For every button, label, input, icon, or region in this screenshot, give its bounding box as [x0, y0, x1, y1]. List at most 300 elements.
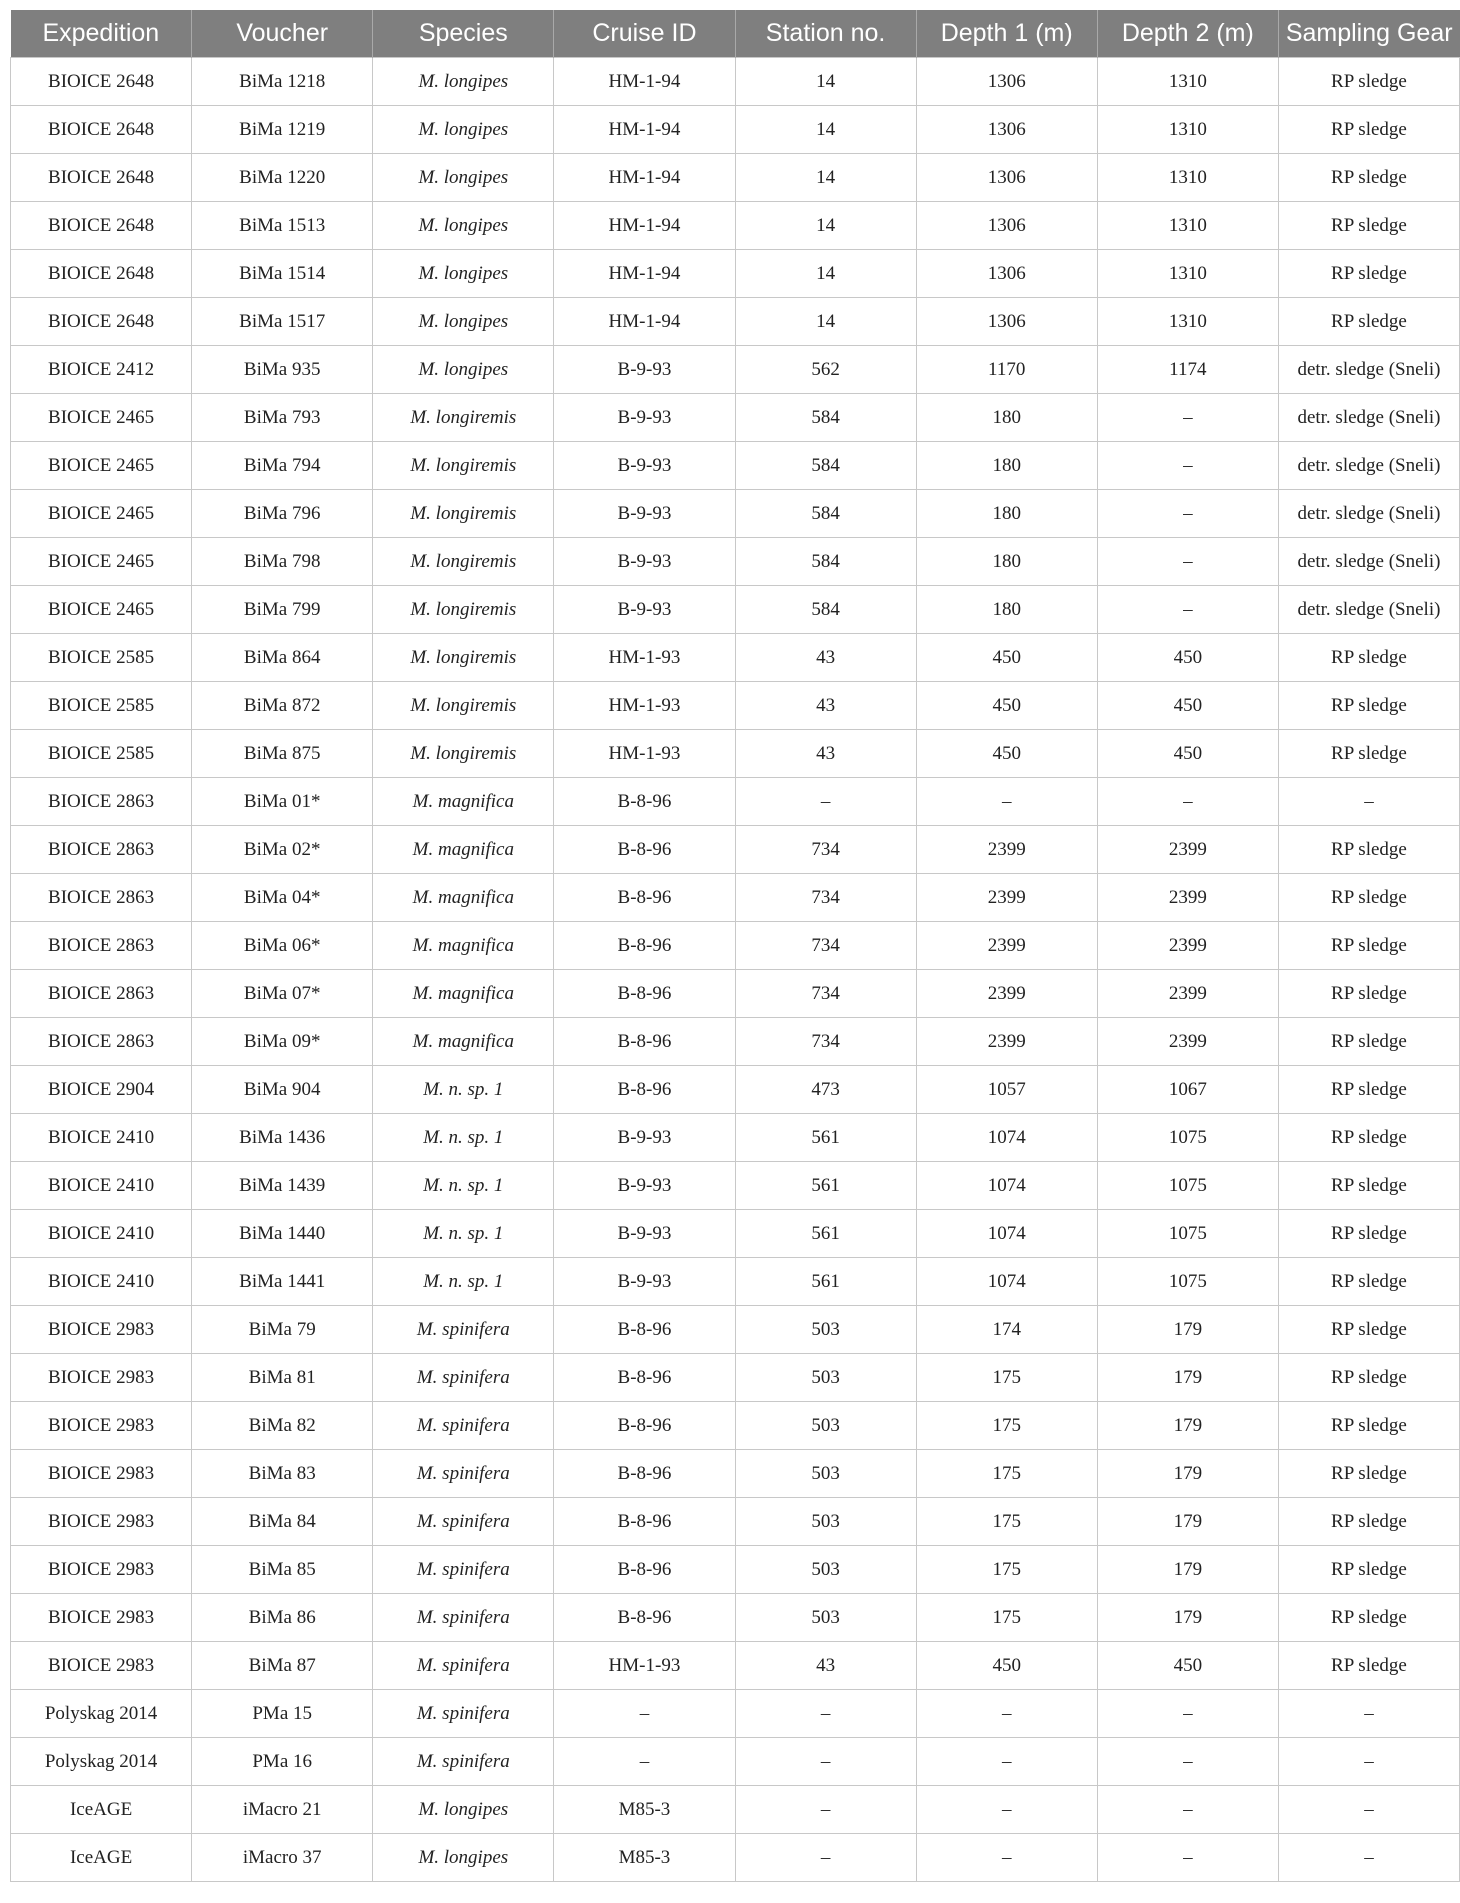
cell-station-no: 43: [735, 1642, 916, 1690]
cell-station-no: 14: [735, 202, 916, 250]
cell-depth-1: 2399: [916, 1018, 1097, 1066]
cell-expedition: BIOICE 2904: [11, 1066, 192, 1114]
cell-sampling-gear: RP sledge: [1278, 1450, 1459, 1498]
cell-depth-1: 450: [916, 634, 1097, 682]
cell-depth-1: 180: [916, 586, 1097, 634]
cell-expedition: Polyskag 2014: [11, 1690, 192, 1738]
cell-expedition: BIOICE 2983: [11, 1546, 192, 1594]
cell-expedition: BIOICE 2410: [11, 1162, 192, 1210]
table-row: [11, 1114, 1460, 1162]
cell-depth-2: 1075: [1097, 1114, 1278, 1162]
cell-voucher: BiMa 1440: [192, 1210, 373, 1258]
cell-expedition: BIOICE 2465: [11, 490, 192, 538]
cell-station-no: 503: [735, 1402, 916, 1450]
cell-species: M. longiremis: [373, 442, 554, 490]
cell-depth-1: 2399: [916, 922, 1097, 970]
cell-expedition: BIOICE 2983: [11, 1498, 192, 1546]
table-row: [11, 778, 1460, 826]
column-header-depth-1: Depth 1 (m): [916, 10, 1097, 58]
cell-depth-1: 174: [916, 1306, 1097, 1354]
cell-voucher: BiMa 1219: [192, 106, 373, 154]
cell-station-no: 561: [735, 1162, 916, 1210]
cell-cruise-id: –: [554, 1690, 735, 1738]
cell-depth-2: –: [1097, 778, 1278, 826]
cell-sampling-gear: –: [1278, 1738, 1459, 1786]
table-row: [11, 682, 1460, 730]
cell-cruise-id: B-8-96: [554, 970, 735, 1018]
cell-depth-2: 1310: [1097, 58, 1278, 106]
cell-expedition: IceAGE: [11, 1786, 192, 1834]
cell-species: M. longipes: [373, 202, 554, 250]
cell-cruise-id: B-9-93: [554, 346, 735, 394]
cell-sampling-gear: RP sledge: [1278, 1354, 1459, 1402]
cell-voucher: PMa 16: [192, 1738, 373, 1786]
cell-voucher: BiMa 1441: [192, 1258, 373, 1306]
cell-depth-2: 179: [1097, 1546, 1278, 1594]
cell-voucher: BiMa 85: [192, 1546, 373, 1594]
cell-voucher: BiMa 09*: [192, 1018, 373, 1066]
cell-sampling-gear: detr. sledge (Sneli): [1278, 442, 1459, 490]
cell-station-no: 43: [735, 682, 916, 730]
cell-depth-1: 175: [916, 1498, 1097, 1546]
cell-sampling-gear: RP sledge: [1278, 634, 1459, 682]
cell-voucher: BiMa 1218: [192, 58, 373, 106]
cell-species: M. n. sp. 1: [373, 1114, 554, 1162]
cell-depth-1: 2399: [916, 970, 1097, 1018]
column-header-voucher: Voucher: [192, 10, 373, 58]
cell-cruise-id: HM-1-93: [554, 730, 735, 778]
cell-expedition: BIOICE 2410: [11, 1210, 192, 1258]
cell-expedition: BIOICE 2863: [11, 778, 192, 826]
table-row: [11, 1450, 1460, 1498]
cell-expedition: BIOICE 2863: [11, 874, 192, 922]
cell-depth-1: 2399: [916, 826, 1097, 874]
cell-voucher: BiMa 02*: [192, 826, 373, 874]
cell-station-no: 734: [735, 922, 916, 970]
cell-sampling-gear: –: [1278, 1690, 1459, 1738]
cell-depth-1: –: [916, 1834, 1097, 1882]
cell-depth-2: 1310: [1097, 298, 1278, 346]
table-row: [11, 1354, 1460, 1402]
table-row: [11, 1642, 1460, 1690]
cell-expedition: BIOICE 2983: [11, 1354, 192, 1402]
cell-depth-2: 1075: [1097, 1210, 1278, 1258]
cell-depth-2: 179: [1097, 1306, 1278, 1354]
cell-species: M. longipes: [373, 106, 554, 154]
cell-species: M. magnifica: [373, 826, 554, 874]
cell-station-no: 561: [735, 1210, 916, 1258]
cell-station-no: –: [735, 778, 916, 826]
table-row: [11, 1690, 1460, 1738]
cell-sampling-gear: detr. sledge (Sneli): [1278, 538, 1459, 586]
specimen-table: [10, 10, 1460, 1882]
cell-station-no: 14: [735, 154, 916, 202]
cell-cruise-id: B-9-93: [554, 394, 735, 442]
cell-station-no: 503: [735, 1594, 916, 1642]
cell-station-no: 561: [735, 1258, 916, 1306]
cell-depth-1: 175: [916, 1402, 1097, 1450]
cell-voucher: BiMa 1436: [192, 1114, 373, 1162]
cell-sampling-gear: RP sledge: [1278, 154, 1459, 202]
cell-depth-1: –: [916, 1690, 1097, 1738]
cell-voucher: BiMa 81: [192, 1354, 373, 1402]
cell-depth-2: 2399: [1097, 970, 1278, 1018]
table-row: [11, 1498, 1460, 1546]
cell-depth-2: –: [1097, 1690, 1278, 1738]
cell-station-no: 503: [735, 1354, 916, 1402]
table-row: [11, 58, 1460, 106]
cell-sampling-gear: RP sledge: [1278, 1498, 1459, 1546]
cell-sampling-gear: RP sledge: [1278, 250, 1459, 298]
cell-sampling-gear: detr. sledge (Sneli): [1278, 394, 1459, 442]
table-row: [11, 826, 1460, 874]
table-row: [11, 442, 1460, 490]
cell-depth-2: –: [1097, 490, 1278, 538]
cell-depth-1: –: [916, 1738, 1097, 1786]
cell-voucher: BiMa 82: [192, 1402, 373, 1450]
cell-expedition: BIOICE 2585: [11, 730, 192, 778]
cell-species: M. longipes: [373, 1786, 554, 1834]
cell-depth-1: 1074: [916, 1114, 1097, 1162]
cell-depth-1: 1306: [916, 202, 1097, 250]
cell-station-no: 503: [735, 1546, 916, 1594]
cell-station-no: 14: [735, 250, 916, 298]
cell-species: M. spinifera: [373, 1690, 554, 1738]
table-row: [11, 250, 1460, 298]
cell-species: M. longiremis: [373, 538, 554, 586]
cell-station-no: –: [735, 1690, 916, 1738]
cell-voucher: BiMa 87: [192, 1642, 373, 1690]
cell-depth-2: 179: [1097, 1498, 1278, 1546]
cell-species: M. longiremis: [373, 586, 554, 634]
cell-cruise-id: B-8-96: [554, 1546, 735, 1594]
cell-depth-2: 2399: [1097, 922, 1278, 970]
cell-expedition: BIOICE 2863: [11, 1018, 192, 1066]
table-row: [11, 1546, 1460, 1594]
cell-cruise-id: B-9-93: [554, 1258, 735, 1306]
cell-depth-2: 450: [1097, 1642, 1278, 1690]
table-row: [11, 1402, 1460, 1450]
cell-expedition: BIOICE 2863: [11, 826, 192, 874]
cell-depth-1: –: [916, 1786, 1097, 1834]
cell-voucher: BiMa 875: [192, 730, 373, 778]
cell-sampling-gear: RP sledge: [1278, 106, 1459, 154]
cell-species: M. spinifera: [373, 1354, 554, 1402]
cell-cruise-id: B-9-93: [554, 1162, 735, 1210]
cell-expedition: BIOICE 2983: [11, 1594, 192, 1642]
cell-depth-2: 1075: [1097, 1162, 1278, 1210]
cell-cruise-id: B-9-93: [554, 442, 735, 490]
cell-station-no: 14: [735, 58, 916, 106]
cell-species: M. magnifica: [373, 778, 554, 826]
cell-depth-1: 1306: [916, 250, 1097, 298]
cell-expedition: BIOICE 2863: [11, 970, 192, 1018]
cell-species: M. longipes: [373, 298, 554, 346]
cell-depth-1: 1074: [916, 1162, 1097, 1210]
cell-depth-2: 1174: [1097, 346, 1278, 394]
cell-species: M. longiremis: [373, 682, 554, 730]
cell-station-no: 14: [735, 106, 916, 154]
cell-depth-1: 450: [916, 1642, 1097, 1690]
cell-voucher: BiMa 872: [192, 682, 373, 730]
cell-cruise-id: HM-1-94: [554, 202, 735, 250]
table-row: [11, 1786, 1460, 1834]
cell-species: M. longipes: [373, 154, 554, 202]
cell-voucher: BiMa 794: [192, 442, 373, 490]
cell-species: M. longiremis: [373, 394, 554, 442]
cell-depth-1: 175: [916, 1546, 1097, 1594]
cell-voucher: BiMa 79: [192, 1306, 373, 1354]
cell-depth-1: –: [916, 778, 1097, 826]
cell-cruise-id: B-9-93: [554, 1114, 735, 1162]
cell-voucher: BiMa 1439: [192, 1162, 373, 1210]
table-row: [11, 874, 1460, 922]
cell-cruise-id: B-8-96: [554, 1018, 735, 1066]
cell-depth-2: 2399: [1097, 826, 1278, 874]
cell-depth-2: 2399: [1097, 874, 1278, 922]
cell-expedition: BIOICE 2410: [11, 1258, 192, 1306]
cell-species: M. spinifera: [373, 1402, 554, 1450]
cell-species: M. spinifera: [373, 1546, 554, 1594]
cell-expedition: BIOICE 2465: [11, 394, 192, 442]
cell-depth-1: 1170: [916, 346, 1097, 394]
cell-station-no: 43: [735, 730, 916, 778]
table-row: [11, 538, 1460, 586]
cell-sampling-gear: RP sledge: [1278, 1594, 1459, 1642]
cell-cruise-id: B-8-96: [554, 874, 735, 922]
cell-expedition: Polyskag 2014: [11, 1738, 192, 1786]
cell-sampling-gear: RP sledge: [1278, 682, 1459, 730]
column-header-depth-2: Depth 2 (m): [1097, 10, 1278, 58]
cell-depth-1: 450: [916, 682, 1097, 730]
cell-sampling-gear: detr. sledge (Sneli): [1278, 490, 1459, 538]
cell-depth-1: 1306: [916, 106, 1097, 154]
specimen-table-container: [10, 10, 1460, 1882]
cell-sampling-gear: RP sledge: [1278, 298, 1459, 346]
cell-depth-1: 1306: [916, 154, 1097, 202]
cell-depth-2: 1075: [1097, 1258, 1278, 1306]
cell-sampling-gear: RP sledge: [1278, 1642, 1459, 1690]
cell-expedition: BIOICE 2410: [11, 1114, 192, 1162]
cell-cruise-id: B-8-96: [554, 1402, 735, 1450]
column-header-expedition: Expedition: [11, 10, 192, 58]
cell-species: M. longipes: [373, 250, 554, 298]
cell-expedition: BIOICE 2648: [11, 106, 192, 154]
cell-sampling-gear: –: [1278, 1834, 1459, 1882]
cell-depth-1: 175: [916, 1450, 1097, 1498]
cell-sampling-gear: RP sledge: [1278, 1018, 1459, 1066]
cell-cruise-id: B-9-93: [554, 538, 735, 586]
cell-depth-2: 179: [1097, 1402, 1278, 1450]
cell-cruise-id: B-9-93: [554, 490, 735, 538]
cell-cruise-id: B-8-96: [554, 1066, 735, 1114]
cell-station-no: –: [735, 1738, 916, 1786]
cell-species: M. magnifica: [373, 874, 554, 922]
cell-voucher: BiMa 864: [192, 634, 373, 682]
cell-depth-2: 1310: [1097, 250, 1278, 298]
cell-station-no: 734: [735, 826, 916, 874]
cell-sampling-gear: RP sledge: [1278, 922, 1459, 970]
cell-expedition: BIOICE 2465: [11, 586, 192, 634]
cell-species: M. n. sp. 1: [373, 1162, 554, 1210]
cell-station-no: –: [735, 1834, 916, 1882]
cell-depth-1: 180: [916, 394, 1097, 442]
cell-sampling-gear: RP sledge: [1278, 1258, 1459, 1306]
cell-voucher: BiMa 06*: [192, 922, 373, 970]
cell-station-no: 584: [735, 538, 916, 586]
cell-sampling-gear: –: [1278, 778, 1459, 826]
cell-cruise-id: B-8-96: [554, 778, 735, 826]
cell-depth-2: 1310: [1097, 202, 1278, 250]
cell-station-no: 734: [735, 874, 916, 922]
cell-expedition: BIOICE 2983: [11, 1402, 192, 1450]
cell-station-no: 734: [735, 1018, 916, 1066]
cell-sampling-gear: RP sledge: [1278, 1402, 1459, 1450]
cell-voucher: BiMa 83: [192, 1450, 373, 1498]
cell-expedition: BIOICE 2983: [11, 1450, 192, 1498]
column-header-cruise-id: Cruise ID: [554, 10, 735, 58]
cell-expedition: BIOICE 2648: [11, 154, 192, 202]
table-row: [11, 1834, 1460, 1882]
cell-depth-1: 1074: [916, 1210, 1097, 1258]
cell-depth-1: 180: [916, 538, 1097, 586]
cell-depth-2: 179: [1097, 1450, 1278, 1498]
cell-voucher: BiMa 793: [192, 394, 373, 442]
cell-expedition: BIOICE 2648: [11, 202, 192, 250]
cell-depth-2: –: [1097, 1738, 1278, 1786]
cell-expedition: BIOICE 2863: [11, 922, 192, 970]
cell-station-no: 43: [735, 634, 916, 682]
cell-depth-2: 450: [1097, 730, 1278, 778]
cell-cruise-id: B-8-96: [554, 1450, 735, 1498]
cell-sampling-gear: RP sledge: [1278, 58, 1459, 106]
cell-cruise-id: –: [554, 1738, 735, 1786]
cell-expedition: BIOICE 2585: [11, 634, 192, 682]
cell-cruise-id: M85-3: [554, 1786, 735, 1834]
cell-sampling-gear: RP sledge: [1278, 1546, 1459, 1594]
table-row: [11, 394, 1460, 442]
cell-depth-2: 179: [1097, 1354, 1278, 1402]
cell-species: M. magnifica: [373, 1018, 554, 1066]
cell-voucher: iMacro 37: [192, 1834, 373, 1882]
cell-voucher: BiMa 935: [192, 346, 373, 394]
cell-sampling-gear: RP sledge: [1278, 826, 1459, 874]
cell-species: M. n. sp. 1: [373, 1066, 554, 1114]
table-row: [11, 1210, 1460, 1258]
cell-station-no: 584: [735, 442, 916, 490]
cell-expedition: BIOICE 2983: [11, 1306, 192, 1354]
cell-sampling-gear: RP sledge: [1278, 1114, 1459, 1162]
cell-cruise-id: HM-1-94: [554, 106, 735, 154]
column-header-station-no: Station no.: [735, 10, 916, 58]
cell-depth-1: 180: [916, 442, 1097, 490]
cell-species: M. longipes: [373, 58, 554, 106]
cell-depth-2: –: [1097, 538, 1278, 586]
cell-depth-2: –: [1097, 586, 1278, 634]
cell-sampling-gear: RP sledge: [1278, 730, 1459, 778]
cell-species: M. longiremis: [373, 730, 554, 778]
cell-sampling-gear: RP sledge: [1278, 874, 1459, 922]
cell-station-no: 503: [735, 1306, 916, 1354]
cell-station-no: 561: [735, 1114, 916, 1162]
cell-voucher: BiMa 798: [192, 538, 373, 586]
cell-sampling-gear: RP sledge: [1278, 1066, 1459, 1114]
cell-cruise-id: B-9-93: [554, 586, 735, 634]
cell-species: M. magnifica: [373, 922, 554, 970]
table-body: [11, 58, 1460, 1882]
table-row: [11, 1738, 1460, 1786]
cell-species: M. spinifera: [373, 1642, 554, 1690]
cell-cruise-id: HM-1-94: [554, 298, 735, 346]
cell-cruise-id: HM-1-94: [554, 250, 735, 298]
table-row: [11, 1306, 1460, 1354]
table-row: [11, 634, 1460, 682]
cell-depth-2: –: [1097, 442, 1278, 490]
cell-species: M. n. sp. 1: [373, 1258, 554, 1306]
cell-sampling-gear: RP sledge: [1278, 1162, 1459, 1210]
table-row: [11, 106, 1460, 154]
cell-depth-1: 175: [916, 1594, 1097, 1642]
cell-depth-1: 175: [916, 1354, 1097, 1402]
cell-cruise-id: B-9-93: [554, 1210, 735, 1258]
table-row: [11, 298, 1460, 346]
cell-voucher: BiMa 04*: [192, 874, 373, 922]
cell-station-no: 584: [735, 586, 916, 634]
cell-depth-1: 1306: [916, 298, 1097, 346]
cell-voucher: BiMa 796: [192, 490, 373, 538]
cell-sampling-gear: RP sledge: [1278, 1306, 1459, 1354]
cell-expedition: BIOICE 2465: [11, 538, 192, 586]
cell-depth-2: –: [1097, 394, 1278, 442]
table-row: [11, 202, 1460, 250]
cell-depth-2: 1310: [1097, 154, 1278, 202]
cell-depth-2: –: [1097, 1834, 1278, 1882]
cell-voucher: BiMa 1513: [192, 202, 373, 250]
cell-species: M. spinifera: [373, 1450, 554, 1498]
cell-station-no: 734: [735, 970, 916, 1018]
cell-cruise-id: HM-1-94: [554, 58, 735, 106]
cell-voucher: BiMa 799: [192, 586, 373, 634]
cell-species: M. longipes: [373, 346, 554, 394]
cell-expedition: BIOICE 2585: [11, 682, 192, 730]
cell-cruise-id: M85-3: [554, 1834, 735, 1882]
cell-species: M. longiremis: [373, 634, 554, 682]
cell-expedition: BIOICE 2648: [11, 58, 192, 106]
cell-cruise-id: HM-1-93: [554, 634, 735, 682]
column-header-sampling-gear: Sampling Gear: [1278, 10, 1459, 58]
cell-voucher: BiMa 904: [192, 1066, 373, 1114]
cell-sampling-gear: –: [1278, 1786, 1459, 1834]
table-row: [11, 1066, 1460, 1114]
table-row: [11, 730, 1460, 778]
cell-station-no: 584: [735, 394, 916, 442]
cell-depth-2: 450: [1097, 682, 1278, 730]
cell-station-no: 584: [735, 490, 916, 538]
cell-species: M. spinifera: [373, 1738, 554, 1786]
cell-species: M. magnifica: [373, 970, 554, 1018]
cell-sampling-gear: detr. sledge (Sneli): [1278, 586, 1459, 634]
header-row: [11, 10, 1460, 58]
cell-sampling-gear: RP sledge: [1278, 970, 1459, 1018]
cell-expedition: BIOICE 2983: [11, 1642, 192, 1690]
cell-voucher: BiMa 86: [192, 1594, 373, 1642]
cell-species: M. spinifera: [373, 1306, 554, 1354]
cell-voucher: BiMa 1517: [192, 298, 373, 346]
cell-species: M. longipes: [373, 1834, 554, 1882]
table-row: [11, 490, 1460, 538]
cell-sampling-gear: detr. sledge (Sneli): [1278, 346, 1459, 394]
cell-station-no: 562: [735, 346, 916, 394]
